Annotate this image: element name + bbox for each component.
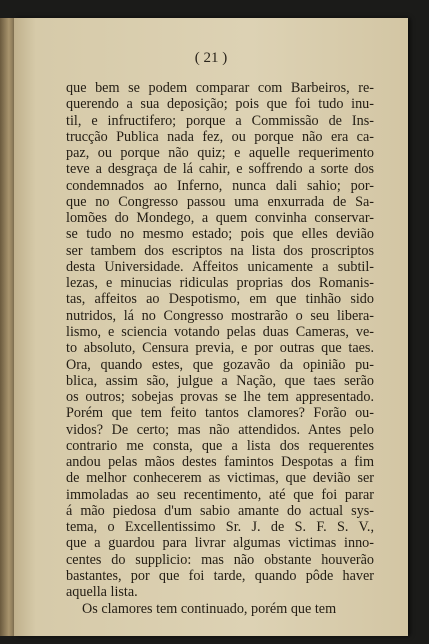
- text-line: til, e infructifero; porque a Commissão de Ins-: [66, 112, 374, 129]
- text-line: condemnados ao Inferno, nunca dali sahio; por-: [66, 177, 374, 194]
- text-line: Ora, quando estes, que gozavão da opinião pu-: [66, 356, 374, 373]
- text-line: vidos? De certo; mas não attendidos. Antes pelo: [66, 421, 374, 438]
- text-line: teve a desgraça de lá cahir, e soffrendo a sorte dos: [66, 161, 374, 178]
- body-text: [66, 80, 374, 617]
- text-line: aquella lista.: [66, 584, 138, 601]
- text-line: lomões do Mondego, a quem convinha conservar-: [66, 210, 374, 227]
- text-line: á mão piedosa d'um sabio amante do actual sys-: [66, 502, 374, 519]
- text-line: contrario me consta, que a lista dos requerentes: [66, 437, 374, 454]
- text-line: paz, ou porque não quiz; e aquelle requerimento: [66, 145, 374, 162]
- text-line: Os clamores tem continuado, porém que tem: [82, 600, 337, 617]
- text-line: querendo a sua deposição; pois que foi tudo inu-: [66, 96, 374, 113]
- text-line: to absoluto, Censura previa, e por outras que taes.: [66, 340, 374, 357]
- text-line: trucção Publica nada fez, ou porque não era ca-: [66, 128, 374, 145]
- text-line: blica, assim são, julgue a Nação, que taes serão: [66, 372, 374, 389]
- text-line: andou pelas mãos destes famintos Despotas a fim: [66, 454, 374, 471]
- text-line: tema, o Excellentissimo Sr. J. de S. F. S. V.,: [66, 519, 374, 536]
- text-line: que bem se podem comparar com Barbeiros, re-: [66, 80, 374, 96]
- text-line: que a guardou para livrar algumas victimas inno-: [66, 535, 374, 552]
- text-line: ser tambem dos escriptos na lista dos proscriptos: [66, 242, 374, 259]
- text-line: que no Congresso passou uma enxurrada de Sa-: [66, 193, 374, 210]
- text-line: se tudo no mesmo estado; pois que elles devião: [66, 226, 374, 243]
- text-line: de melhor conhecerem as victimas, que devião ser: [66, 470, 374, 487]
- text-line: lezas, e minucias ridiculas proprias dos Romanis-: [66, 275, 374, 292]
- book-page: [14, 18, 408, 636]
- text-line: tas, affeitos ao Despotismo, em que tinhão sido: [66, 291, 374, 308]
- text-line: bastantes, por que foi tarde, quando pôde haver: [66, 567, 374, 584]
- text-line: lismo, e sciencia votando pelas duas Cameras, ve-: [66, 323, 374, 340]
- text-line: Porém que tem feito tantos clamores? Forão ou-: [66, 405, 374, 422]
- text-line: centes do supplicio: mas não obstante houverão: [66, 551, 374, 568]
- text-line: immoladas ao seu recentimento, até que foi parar: [66, 486, 374, 503]
- text-line: nutridos, lá no Congresso mostrarão o seu libera-: [66, 307, 374, 324]
- page-number: ( 21 ): [194, 50, 228, 66]
- text-line: desta Universidade. Affeitos unicamente a subtil-: [66, 258, 374, 275]
- text-line: os outros; sobejas provas se lhe tem appresentado.: [66, 389, 374, 406]
